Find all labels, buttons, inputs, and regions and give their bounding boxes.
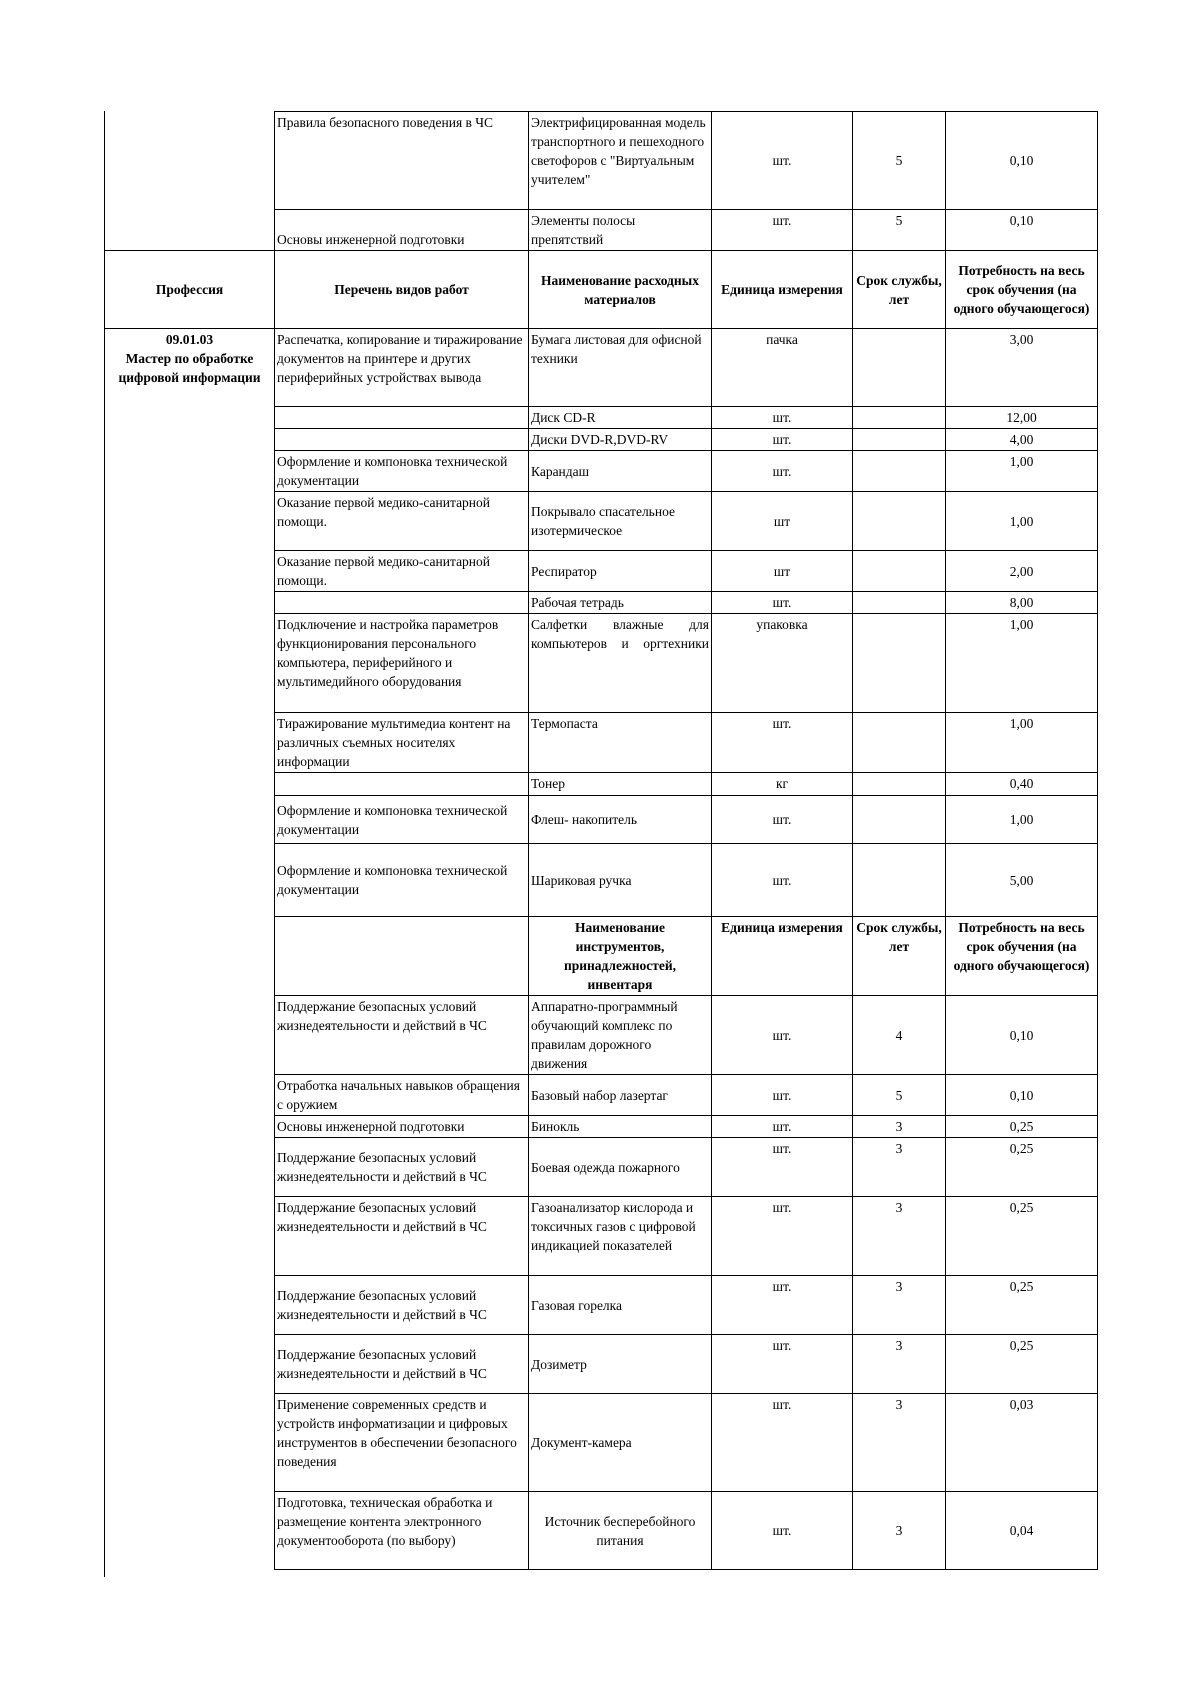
need-cell: 0,10: [946, 996, 1098, 1075]
item-cell: Флеш- накопитель: [529, 796, 712, 844]
work-cell: Оформление и компоновка технической документации: [275, 451, 529, 492]
work-cell: Правила безопасного поведения в ЧС: [275, 112, 529, 210]
need-cell: 0,10: [946, 210, 1098, 251]
header2-work-empty: [275, 917, 529, 996]
work-cell: Подготовка, техническая обработка и размещение контента электронного документооборота (по выбору): [275, 1492, 529, 1570]
unit-cell: шт.: [712, 1335, 853, 1394]
item-cell: Карандаш: [529, 451, 712, 492]
item-cell: Бинокль: [529, 1116, 712, 1138]
life-cell: 3: [853, 1276, 946, 1335]
need-cell: 0,25: [946, 1335, 1098, 1394]
need-cell: 1,00: [946, 614, 1098, 713]
item-cell: Диски DVD-R,DVD-RV: [529, 429, 712, 451]
item-cell: Газоанализатор кислорода и токсичных газов с цифровой индикацией показателей: [529, 1197, 712, 1276]
unit-cell: шт.: [712, 796, 853, 844]
item-cell: Покрывало спасательное изотермическое: [529, 492, 712, 551]
life-cell: 3: [853, 1116, 946, 1138]
item-cell: Электрифицированная модель транспортного и пешеходного светофоров с "Виртуальным учителем": [529, 112, 712, 210]
work-cell: Основы инженерной подготовки: [275, 1116, 529, 1138]
unit-cell: шт.: [712, 1138, 853, 1197]
work-cell: Поддержание безопасных условий жизнедеятельности и действий в ЧС: [275, 1197, 529, 1276]
need-cell: 0,25: [946, 1276, 1098, 1335]
item-cell: Базовый набор лазертаг: [529, 1075, 712, 1116]
life-cell: [853, 451, 946, 492]
header-life: Срок службы, лет: [853, 251, 946, 329]
profession-code: 09.01.03: [165, 332, 214, 347]
life-cell: 3: [853, 1492, 946, 1570]
work-cell: Распечатка, копирование и тиражирование документов на принтере и других периферийных устройствах вывода: [275, 329, 529, 407]
need-cell: 2,00: [946, 551, 1098, 592]
need-cell: 1,00: [946, 451, 1098, 492]
unit-cell: шт.: [712, 451, 853, 492]
work-cell: Поддержание безопасных условий жизнедеятельности и действий в ЧС: [275, 1335, 529, 1394]
work-cell: Подключение и настройка параметров функционирования персонального компьютера, периферийного и мультимедийного оборудования: [275, 614, 529, 713]
work-cell: Оказание первой медико-санитарной помощи.: [275, 492, 529, 551]
item-cell: Респиратор: [529, 551, 712, 592]
header-row: [105, 251, 1098, 329]
work-cell: [275, 592, 529, 614]
header-need: Потребность на весь срок обучения (на одного обучающегося): [946, 251, 1098, 329]
life-cell: [853, 773, 946, 796]
profession-cell-empty: [105, 112, 275, 251]
work-cell: [275, 773, 529, 796]
item-cell: Дозиметр: [529, 1335, 712, 1394]
need-cell: 0,04: [946, 1492, 1098, 1570]
life-cell: [853, 592, 946, 614]
life-cell: [853, 551, 946, 592]
life-cell: [853, 796, 946, 844]
unit-cell: шт.: [712, 592, 853, 614]
work-cell: Тиражирование мультимедиа контент на различных съемных носителях информации: [275, 713, 529, 773]
header-unit: Единица измерения: [712, 251, 853, 329]
table-row: [105, 329, 1098, 407]
unit-cell: шт.: [712, 1197, 853, 1276]
unit-cell: шт.: [712, 844, 853, 917]
life-cell: 5: [853, 210, 946, 251]
work-cell: Поддержание безопасных условий жизнедеятельности и действий в ЧС: [275, 996, 529, 1075]
profession-name: Мастер по обработке цифровой информации: [118, 351, 261, 385]
item-cell: Источник бесперебойного питания: [529, 1492, 712, 1570]
item-cell: Аппаратно-программный обучающий комплекс по правилам дорожного движения: [529, 996, 712, 1075]
unit-cell: шт.: [712, 210, 853, 251]
need-cell: 1,00: [946, 796, 1098, 844]
unit-cell: шт: [712, 492, 853, 551]
need-cell: 0,40: [946, 773, 1098, 796]
unit-cell: шт.: [712, 996, 853, 1075]
unit-cell: шт.: [712, 1116, 853, 1138]
life-cell: 5: [853, 1075, 946, 1116]
header-item: Наименование расходных материалов: [529, 251, 712, 329]
unit-cell: шт.: [712, 1492, 853, 1570]
item-cell: Тонер: [529, 773, 712, 796]
life-cell: 3: [853, 1138, 946, 1197]
item-cell: Шариковая ручка: [529, 844, 712, 917]
life-cell: [853, 492, 946, 551]
life-cell: 3: [853, 1197, 946, 1276]
life-cell: [853, 713, 946, 773]
unit-cell: шт.: [712, 429, 853, 451]
life-cell: 4: [853, 996, 946, 1075]
need-cell: 0,03: [946, 1394, 1098, 1492]
item-cell: Боевая одежда пожарного: [529, 1138, 712, 1197]
life-cell: 5: [853, 112, 946, 210]
need-cell: 1,00: [946, 492, 1098, 551]
header2-need: Потребность на весь срок обучения (на одного обучающегося): [946, 917, 1098, 996]
life-cell: [853, 407, 946, 429]
unit-cell: шт.: [712, 112, 853, 210]
need-cell: 3,00: [946, 329, 1098, 407]
need-cell: 12,00: [946, 407, 1098, 429]
header-work: Перечень видов работ: [275, 251, 529, 329]
work-cell: Оформление и компоновка технической документации: [275, 844, 529, 917]
unit-cell: шт.: [712, 1075, 853, 1116]
work-cell: Применение современных средств и устройств информатизации и цифровых инструментов в обеспечении безопасного поведения: [275, 1394, 529, 1492]
work-cell: [275, 407, 529, 429]
unit-cell: упаковка: [712, 614, 853, 713]
need-cell: 4,00: [946, 429, 1098, 451]
item-cell: Рабочая тетрадь: [529, 592, 712, 614]
need-cell: 5,00: [946, 844, 1098, 917]
item-cell: Термопаста: [529, 713, 712, 773]
unit-cell: кг: [712, 773, 853, 796]
unit-cell: шт: [712, 551, 853, 592]
work-cell: Поддержание безопасных условий жизнедеятельности и действий в ЧС: [275, 1276, 529, 1335]
profession-cell: [105, 329, 275, 1570]
need-cell: 0,10: [946, 1075, 1098, 1116]
life-cell: 3: [853, 1394, 946, 1492]
need-cell: 0,25: [946, 1116, 1098, 1138]
item-cell: Газовая горелка: [529, 1276, 712, 1335]
work-cell: Оформление и компоновка технической документации: [275, 796, 529, 844]
table-row: [105, 112, 1098, 210]
unit-cell: шт.: [712, 1276, 853, 1335]
unit-cell: шт.: [712, 407, 853, 429]
life-cell: [853, 614, 946, 713]
need-cell: 0,25: [946, 1138, 1098, 1197]
item-text: Салфетки влажные для компьютеров и оргтехники: [531, 617, 709, 651]
unit-cell: пачка: [712, 329, 853, 407]
unit-cell: шт.: [712, 713, 853, 773]
item-cell: Документ-камера: [529, 1394, 712, 1492]
work-cell: Отработка начальных навыков обращения с оружием: [275, 1075, 529, 1116]
header-profession: Профессия: [105, 251, 275, 329]
header2-unit: Единица измерения: [712, 917, 853, 996]
need-cell: 8,00: [946, 592, 1098, 614]
need-cell: 0,25: [946, 1197, 1098, 1276]
header2-life: Срок службы, лет: [853, 917, 946, 996]
life-cell: [853, 329, 946, 407]
life-cell: 3: [853, 1335, 946, 1394]
item-cell: Бумага листовая для офисной техники: [529, 329, 712, 407]
life-cell: [853, 844, 946, 917]
item-cell: Диск CD-R: [529, 407, 712, 429]
unit-cell: шт.: [712, 1394, 853, 1492]
work-cell: Оказание первой медико-санитарной помощи.: [275, 551, 529, 592]
item-cell: Элементы полосы препятствий: [529, 210, 712, 251]
need-cell: 0,10: [946, 112, 1098, 210]
work-cell: Основы инженерной подготовки: [275, 210, 529, 251]
work-cell: [275, 429, 529, 451]
need-cell: 1,00: [946, 713, 1098, 773]
materials-table: [104, 111, 1098, 1570]
work-cell: Поддержание безопасных условий жизнедеятельности и действий в ЧС: [275, 1138, 529, 1197]
header2-item: Наименование инструментов, принадлежностей, инвентаря: [529, 917, 712, 996]
life-cell: [853, 429, 946, 451]
item-cell: [529, 614, 712, 713]
